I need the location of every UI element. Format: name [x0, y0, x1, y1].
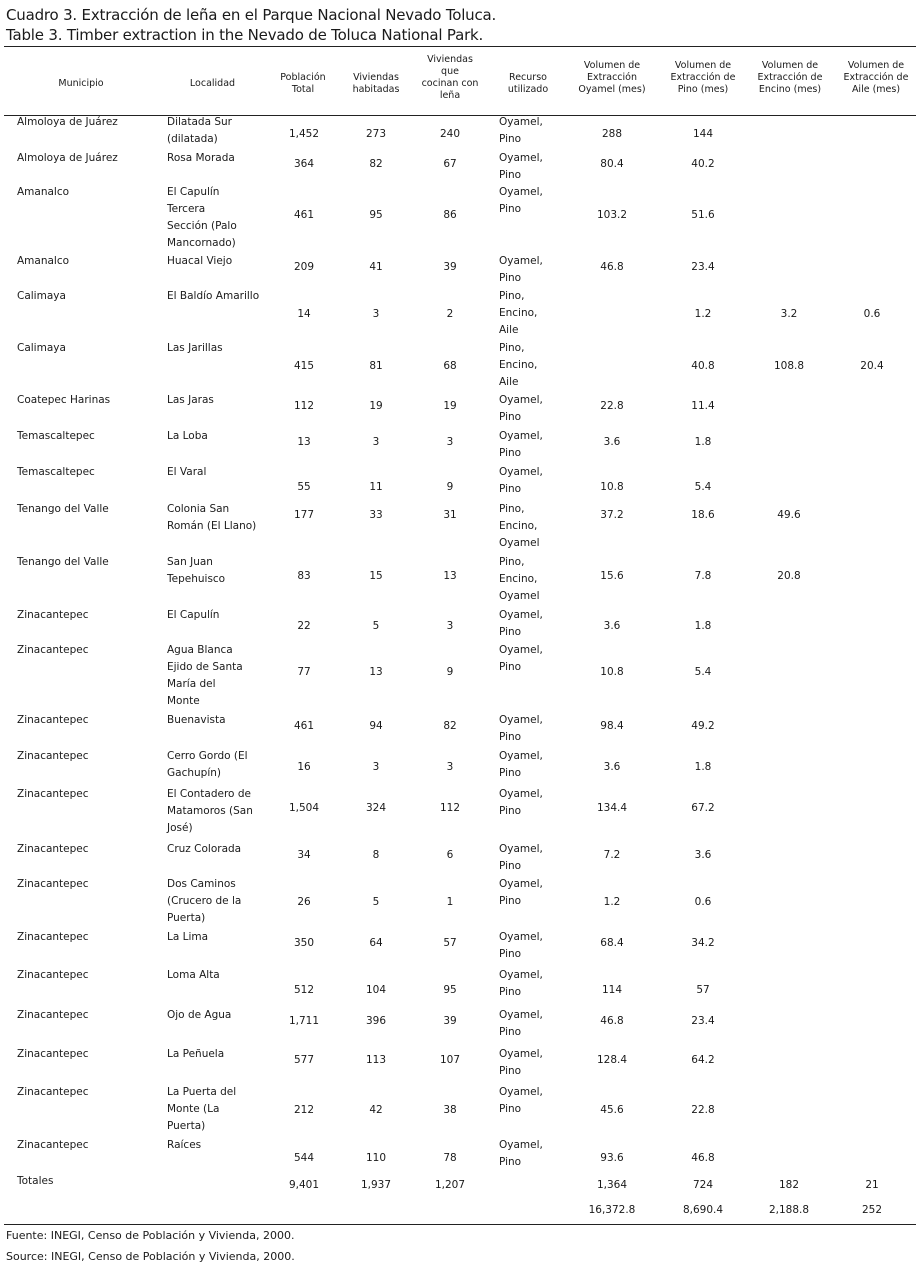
cell-municipio: Zinacantepec	[17, 609, 89, 621]
cell-municipio: Almoloya de Juárez	[17, 152, 118, 164]
cell-pino: 67.2	[691, 802, 715, 814]
totals-viviendas: 1,937	[360, 1179, 392, 1191]
header-recurso: Recurso utilizado	[507, 72, 549, 95]
cell-lena: 95	[443, 984, 457, 996]
cell-lena: 39	[443, 261, 457, 273]
cell-poblacion: 544	[293, 1152, 315, 1164]
source-note-spanish: Fuente: INEGI, Censo de Población y Vivienda, 2000.	[6, 1229, 295, 1242]
cell-recurso: Pino, Encino, Oyamel	[499, 556, 540, 602]
totals-label: Totales	[17, 1175, 54, 1187]
cell-oyamel: 288	[601, 128, 623, 140]
cell-viviendas: 3	[372, 308, 380, 320]
cell-oyamel: 10.8	[600, 481, 624, 493]
cell-municipio: Calimaya	[17, 342, 66, 354]
cell-pino: 11.4	[691, 400, 715, 412]
cell-localidad: Dos Caminos (Crucero de la Puerta)	[167, 878, 242, 924]
cell-municipio: Tenango del Valle	[17, 556, 109, 568]
cell-pino: 7.8	[694, 570, 712, 582]
cell-viviendas: 113	[365, 1054, 387, 1066]
cell-viviendas: 11	[369, 481, 383, 493]
cell-poblacion: 13	[297, 436, 311, 448]
cell-municipio: Amanalco	[17, 255, 70, 267]
cell-recurso: Oyamel, Pino	[499, 714, 543, 743]
cell-municipio: Zinacantepec	[17, 878, 89, 890]
totals-encino-annual: 2,188.8	[768, 1204, 810, 1216]
cell-recurso: Oyamel, Pino	[499, 609, 543, 638]
cell-poblacion: 461	[293, 720, 315, 732]
cell-encino: 20.8	[777, 570, 801, 582]
cell-recurso: Pino, Encino, Aile	[499, 290, 538, 336]
cell-localidad: Agua Blanca Ejido de Santa María del Monte	[167, 644, 243, 707]
cell-pino: 1.8	[694, 620, 712, 632]
cell-municipio: Zinacantepec	[17, 1086, 89, 1098]
cell-recurso: Oyamel, Pino	[499, 969, 543, 998]
cell-localidad: El Capulín Tercera Sección (Palo Mancornado)	[167, 186, 237, 249]
cell-viviendas: 42	[369, 1104, 383, 1116]
header-rule	[4, 115, 916, 116]
cell-viviendas: 13	[369, 666, 383, 678]
cell-poblacion: 77	[297, 666, 311, 678]
cell-oyamel: 93.6	[600, 1152, 624, 1164]
cell-oyamel: 3.6	[603, 620, 621, 632]
cell-recurso: Oyamel, Pino	[499, 152, 543, 181]
cell-recurso: Pino, Encino, Aile	[499, 342, 538, 388]
cell-pino: 51.6	[691, 209, 715, 221]
cell-pino: 23.4	[691, 1015, 715, 1027]
cell-localidad: Las Jaras	[167, 394, 214, 406]
cell-encino: 3.2	[780, 308, 798, 320]
cell-oyamel: 46.8	[600, 1015, 624, 1027]
cell-viviendas: 5	[372, 620, 380, 632]
cell-poblacion: 212	[293, 1104, 315, 1116]
cell-poblacion: 1,452	[288, 128, 320, 140]
cell-oyamel: 22.8	[600, 400, 624, 412]
cell-recurso: Oyamel, Pino	[499, 116, 543, 145]
cell-pino: 40.8	[691, 360, 715, 372]
cell-poblacion: 577	[293, 1054, 315, 1066]
cell-pino: 40.2	[691, 158, 715, 170]
cell-recurso: Oyamel, Pino	[499, 186, 543, 215]
cell-lena: 86	[443, 209, 457, 221]
cell-oyamel: 68.4	[600, 937, 624, 949]
cell-oyamel: 1.2	[603, 896, 621, 908]
cell-lena: 68	[443, 360, 457, 372]
cell-recurso: Oyamel, Pino	[499, 430, 543, 459]
cell-aile: 20.4	[860, 360, 884, 372]
cell-lena: 78	[443, 1152, 457, 1164]
cell-pino: 144	[692, 128, 714, 140]
cell-poblacion: 22	[297, 620, 311, 632]
totals-lena: 1,207	[434, 1179, 466, 1191]
cell-municipio: Temascaltepec	[17, 430, 95, 442]
cell-pino: 18.6	[691, 509, 715, 521]
cell-recurso: Oyamel, Pino	[499, 788, 543, 817]
cell-viviendas: 396	[365, 1015, 387, 1027]
cell-poblacion: 177	[293, 509, 315, 521]
totals-pino: 724	[692, 1179, 714, 1191]
cell-pino: 3.6	[694, 849, 712, 861]
cell-municipio: Coatepec Harinas	[17, 394, 111, 406]
cell-poblacion: 112	[293, 400, 315, 412]
cell-poblacion: 34	[297, 849, 311, 861]
cell-viviendas: 64	[369, 937, 383, 949]
cell-recurso: Pino, Encino, Oyamel	[499, 503, 540, 549]
cell-oyamel: 46.8	[600, 261, 624, 273]
cell-poblacion: 14	[297, 308, 311, 320]
cell-pino: 1.8	[694, 761, 712, 773]
cell-municipio: Zinacantepec	[17, 1009, 89, 1021]
cell-oyamel: 134.4	[596, 802, 628, 814]
cell-lena: 3	[446, 620, 454, 632]
cell-lena: 67	[443, 158, 457, 170]
header-pino: Volumen de Extracción de Pino (mes)	[670, 60, 736, 95]
cell-oyamel: 103.2	[596, 209, 628, 221]
cell-pino: 23.4	[691, 261, 715, 273]
cell-oyamel: 7.2	[603, 849, 621, 861]
totals-aile-annual: 252	[861, 1204, 883, 1216]
cell-pino: 0.6	[694, 896, 712, 908]
cell-poblacion: 16	[297, 761, 311, 773]
cell-lena: 3	[446, 436, 454, 448]
table-title-spanish: Cuadro 3. Extracción de leña en el Parque Nacional Nevado Toluca.	[6, 6, 497, 24]
cell-pino: 49.2	[691, 720, 715, 732]
cell-oyamel: 98.4	[600, 720, 624, 732]
cell-localidad: Loma Alta	[167, 969, 220, 981]
cell-viviendas: 15	[369, 570, 383, 582]
header-lena: Viviendas que cocinan con leña	[421, 54, 479, 101]
totals-aile: 21	[865, 1179, 879, 1191]
header-poblacion: Población Total	[280, 72, 326, 95]
cell-viviendas: 41	[369, 261, 383, 273]
totals-pino-annual: 8,690.4	[682, 1204, 724, 1216]
cell-pino: 34.2	[691, 937, 715, 949]
cell-recurso: Oyamel, Pino	[499, 255, 543, 284]
cell-recurso: Oyamel, Pino	[499, 1086, 543, 1115]
cell-poblacion: 364	[293, 158, 315, 170]
header-viviendas: Viviendas habitadas	[352, 72, 400, 95]
cell-lena: 9	[446, 481, 454, 493]
cell-recurso: Oyamel, Pino	[499, 394, 543, 423]
cell-viviendas: 110	[365, 1152, 387, 1164]
cell-localidad: Rosa Morada	[167, 152, 235, 164]
cell-viviendas: 3	[372, 761, 380, 773]
cell-recurso: Oyamel, Pino	[499, 843, 543, 872]
cell-encino: 49.6	[777, 509, 801, 521]
cell-oyamel: 128.4	[596, 1054, 628, 1066]
header-aile: Volumen de Extracción de Aile (mes)	[843, 60, 909, 95]
cell-localidad: Cerro Gordo (El Gachupín)	[167, 750, 248, 779]
cell-pino: 46.8	[691, 1152, 715, 1164]
cell-recurso: Oyamel, Pino	[499, 750, 543, 779]
cell-localidad: El Baldío Amarillo	[167, 290, 260, 302]
cell-municipio: Zinacantepec	[17, 843, 89, 855]
cell-poblacion: 1,711	[288, 1015, 320, 1027]
cell-oyamel: 3.6	[603, 436, 621, 448]
cell-oyamel: 37.2	[600, 509, 624, 521]
cell-poblacion: 1,504	[288, 802, 320, 814]
cell-pino: 57	[696, 984, 710, 996]
cell-lena: 240	[439, 128, 461, 140]
cell-poblacion: 209	[293, 261, 315, 273]
cell-municipio: Zinacantepec	[17, 931, 89, 943]
bottom-rule	[4, 1224, 916, 1225]
cell-pino: 22.8	[691, 1104, 715, 1116]
cell-viviendas: 3	[372, 436, 380, 448]
totals-encino: 182	[778, 1179, 800, 1191]
cell-municipio: Amanalco	[17, 186, 70, 198]
cell-municipio: Zinacantepec	[17, 644, 89, 656]
cell-oyamel: 45.6	[600, 1104, 624, 1116]
cell-recurso: Oyamel, Pino	[499, 1009, 543, 1038]
cell-lena: 6	[446, 849, 454, 861]
cell-localidad: La Loba	[167, 430, 208, 442]
cell-localidad: Dilatada Sur (dilatada)	[167, 116, 232, 145]
source-note-english: Source: INEGI, Censo de Población y Vivienda, 2000.	[6, 1250, 295, 1263]
cell-viviendas: 94	[369, 720, 383, 732]
cell-recurso: Oyamel, Pino	[499, 931, 543, 960]
cell-localidad: Las Jarillas	[167, 342, 223, 354]
cell-recurso: Oyamel, Pino	[499, 1048, 543, 1077]
totals-oyamel-annual: 16,372.8	[588, 1204, 636, 1216]
cell-localidad: Buenavista	[167, 714, 226, 726]
cell-pino: 64.2	[691, 1054, 715, 1066]
cell-municipio: Zinacantepec	[17, 714, 89, 726]
cell-lena: 57	[443, 937, 457, 949]
cell-poblacion: 415	[293, 360, 315, 372]
cell-poblacion: 26	[297, 896, 311, 908]
cell-viviendas: 81	[369, 360, 383, 372]
cell-pino: 1.8	[694, 436, 712, 448]
cell-recurso: Oyamel, Pino	[499, 1139, 543, 1168]
header-localidad: Localidad	[189, 78, 236, 89]
cell-poblacion: 83	[297, 570, 311, 582]
cell-lena: 38	[443, 1104, 457, 1116]
cell-localidad: El Varal	[167, 466, 207, 478]
cell-recurso: Oyamel, Pino	[499, 466, 543, 495]
cell-municipio: Zinacantepec	[17, 788, 89, 800]
cell-localidad: Raíces	[167, 1139, 202, 1151]
cell-localidad: Ojo de Agua	[167, 1009, 232, 1021]
cell-municipio: Zinacantepec	[17, 969, 89, 981]
cell-lena: 1	[446, 896, 454, 908]
table-title-english: Table 3. Timber extraction in the Nevado de Toluca National Park.	[6, 26, 484, 44]
cell-lena: 82	[443, 720, 457, 732]
cell-pino: 5.4	[694, 666, 712, 678]
cell-viviendas: 82	[369, 158, 383, 170]
cell-lena: 2	[446, 308, 454, 320]
cell-viviendas: 104	[365, 984, 387, 996]
cell-localidad: La Lima	[167, 931, 209, 943]
cell-municipio: Tenango del Valle	[17, 503, 109, 515]
cell-municipio: Zinacantepec	[17, 750, 89, 762]
cell-oyamel: 80.4	[600, 158, 624, 170]
cell-oyamel: 15.6	[600, 570, 624, 582]
cell-poblacion: 461	[293, 209, 315, 221]
header-oyamel: Volumen de Extracción Oyamel (mes)	[578, 60, 646, 95]
cell-municipio: Zinacantepec	[17, 1139, 89, 1151]
cell-oyamel: 10.8	[600, 666, 624, 678]
header-municipio: Municipio	[58, 78, 104, 89]
cell-localidad: El Capulín	[167, 609, 220, 621]
cell-lena: 112	[439, 802, 461, 814]
cell-localidad: Colonia San Román (El Llano)	[167, 503, 257, 532]
cell-localidad: Cruz Colorada	[167, 843, 242, 855]
cell-lena: 107	[439, 1054, 461, 1066]
cell-lena: 19	[443, 400, 457, 412]
cell-viviendas: 324	[365, 802, 387, 814]
cell-recurso: Oyamel, Pino	[499, 878, 543, 907]
cell-municipio: Zinacantepec	[17, 1048, 89, 1060]
cell-municipio: Almoloya de Juárez	[17, 116, 118, 128]
cell-lena: 3	[446, 761, 454, 773]
totals-poblacion: 9,401	[288, 1179, 320, 1191]
cell-recurso: Oyamel, Pino	[499, 644, 543, 673]
cell-poblacion: 55	[297, 481, 311, 493]
cell-encino: 108.8	[773, 360, 805, 372]
cell-viviendas: 8	[372, 849, 380, 861]
cell-localidad: Huacal Viejo	[167, 255, 233, 267]
cell-localidad: La Puerta del Monte (La Puerta)	[167, 1086, 237, 1132]
cell-lena: 31	[443, 509, 457, 521]
cell-lena: 9	[446, 666, 454, 678]
cell-lena: 13	[443, 570, 457, 582]
cell-viviendas: 95	[369, 209, 383, 221]
cell-aile: 0.6	[863, 308, 881, 320]
cell-poblacion: 512	[293, 984, 315, 996]
cell-municipio: Calimaya	[17, 290, 66, 302]
cell-lena: 39	[443, 1015, 457, 1027]
cell-oyamel: 3.6	[603, 761, 621, 773]
cell-oyamel: 114	[601, 984, 623, 996]
cell-localidad: San Juan Tepehuisco	[167, 556, 226, 585]
cell-municipio: Temascaltepec	[17, 466, 95, 478]
cell-pino: 1.2	[694, 308, 712, 320]
cell-viviendas: 33	[369, 509, 383, 521]
totals-oyamel: 1,364	[596, 1179, 628, 1191]
top-rule	[4, 46, 916, 47]
cell-localidad: El Contadero de Matamoros (San José)	[167, 788, 253, 834]
cell-viviendas: 5	[372, 896, 380, 908]
cell-pino: 5.4	[694, 481, 712, 493]
cell-viviendas: 273	[365, 128, 387, 140]
cell-poblacion: 350	[293, 937, 315, 949]
header-encino: Volumen de Extracción de Encino (mes)	[757, 60, 823, 95]
cell-localidad: La Peñuela	[167, 1048, 225, 1060]
cell-viviendas: 19	[369, 400, 383, 412]
